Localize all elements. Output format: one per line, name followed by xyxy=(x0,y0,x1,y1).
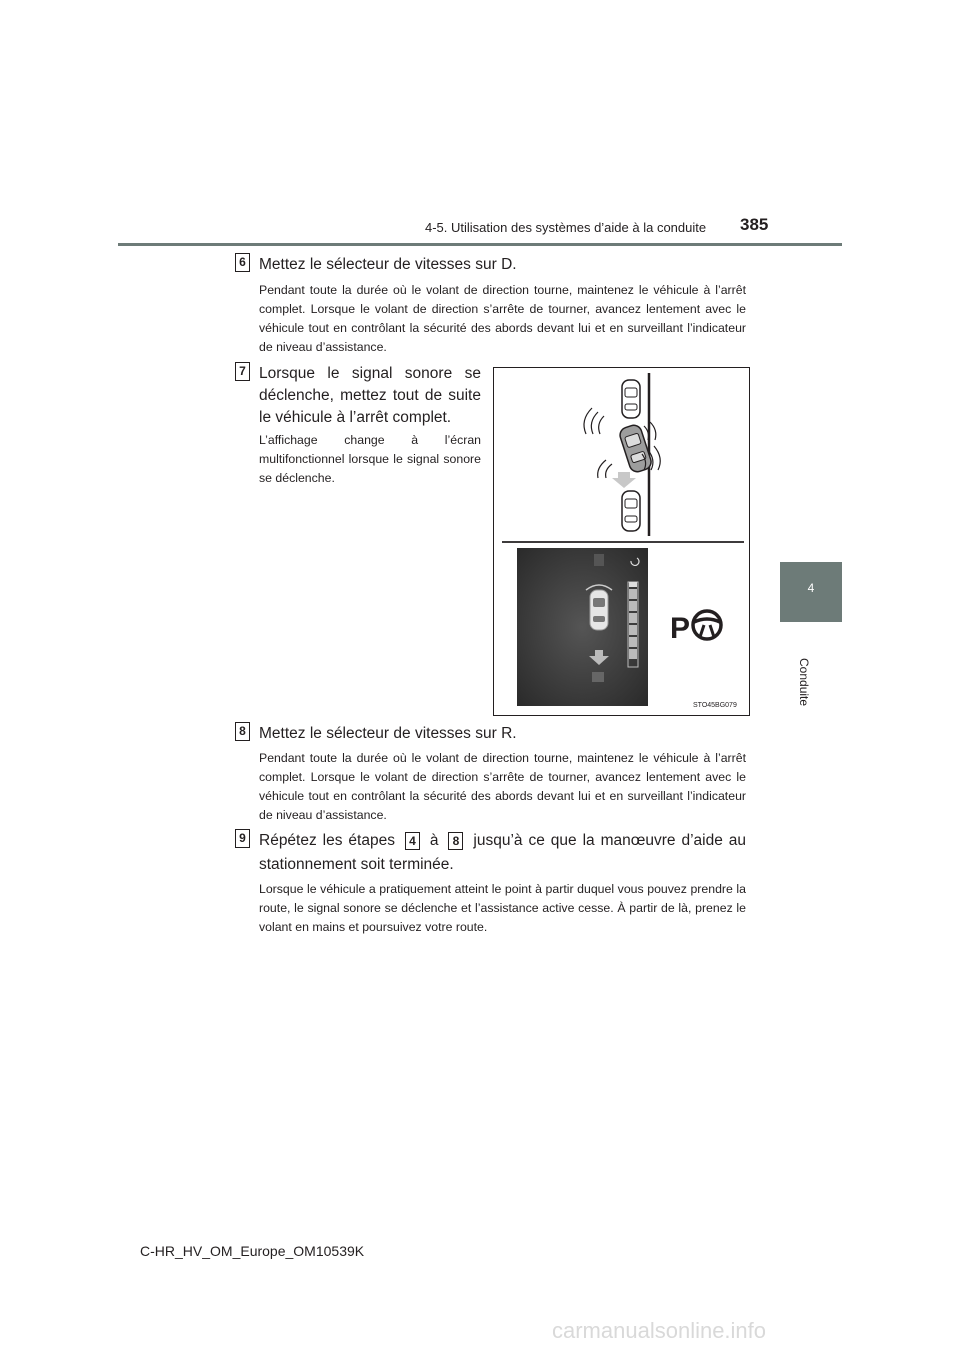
step-ref-8: 8 xyxy=(448,832,463,850)
parked-car-rear xyxy=(622,491,640,531)
section-title: 4-5. Utilisation des systèmes d’aide à la conduite xyxy=(425,220,707,235)
parked-car-front xyxy=(622,380,640,418)
steering-wheel-icon xyxy=(693,611,721,639)
chapter-label: Conduite xyxy=(797,658,811,707)
chapter-number: 4 xyxy=(807,581,815,595)
chapter-tab xyxy=(780,562,842,622)
step-ref-4: 4 xyxy=(405,832,420,850)
header-divider xyxy=(118,243,842,246)
step-8-body: Pendant toute la durée où le volant de direction tourne, maintenez le véhicule à l’arrêt complet. Lorsque le volant de direction s’arrête de tourner, avancez lentement avec le véhicule tout en contrôlant la sécurité des abords devant lui et en surveillant l’indicateur de niveau d’assistance. xyxy=(259,751,746,822)
step-badge-6: 6 xyxy=(235,253,250,272)
step-9-title-suffix: jusqu’à ce que la manœuvre d’aide au stationnement soit terminée. xyxy=(259,832,747,873)
step-9-title-mid: à xyxy=(429,832,439,849)
step-6-title: Mettez le sélecteur de vitesses sur D. xyxy=(259,256,517,273)
step-7-title: Lorsque le signal sonore se déclenche, mettez tout de suite le véhicule à l’arrêt complet. xyxy=(259,365,481,426)
park-assist-letter: P xyxy=(670,612,691,645)
figure-code: STO45BG079 xyxy=(693,702,737,709)
step-badge-9: 9 xyxy=(235,829,250,848)
watermark: carmanualsonline.info xyxy=(552,1318,767,1343)
screen-car xyxy=(590,590,608,630)
reverse-arrow-icon xyxy=(612,472,636,488)
page-number: 385 xyxy=(740,215,769,234)
parking-assist-figure xyxy=(493,367,750,716)
step-7-body: L’affichage change à l’écran multifonctionnel lorsque le signal sonore se déclenche. xyxy=(259,433,481,485)
step-6-body: Pendant toute la durée où le volant de direction tourne, maintenez le véhicule à l’arrêt complet. Lorsque le volant de direction s’arrête de tourner, avancez lentement avec le véhicule tout en contrôlant la sécurité des abords devant lui et en surveillant l’indicateur de niveau d’assistance. xyxy=(259,283,746,354)
parking-illustration xyxy=(494,368,749,715)
step-badge-7: 7 xyxy=(235,362,250,381)
step-9-title xyxy=(259,829,746,877)
step-badge-8: 8 xyxy=(235,722,250,741)
step-9-body: Lorsque le véhicule a pratiquement atteint le point à partir duquel vous pouvez prendre la route, le signal sonore se déclenche et l’assistance active cesse. À partir de là, prenez le volant en mains et poursuivez votre route. xyxy=(259,882,746,934)
document-id: C-HR_HV_OM_Europe_OM10539K xyxy=(140,1243,365,1259)
step-8-title: Mettez le sélecteur de vitesses sur R. xyxy=(259,725,517,742)
step-9-title-prefix: Répétez les étapes xyxy=(259,832,395,849)
